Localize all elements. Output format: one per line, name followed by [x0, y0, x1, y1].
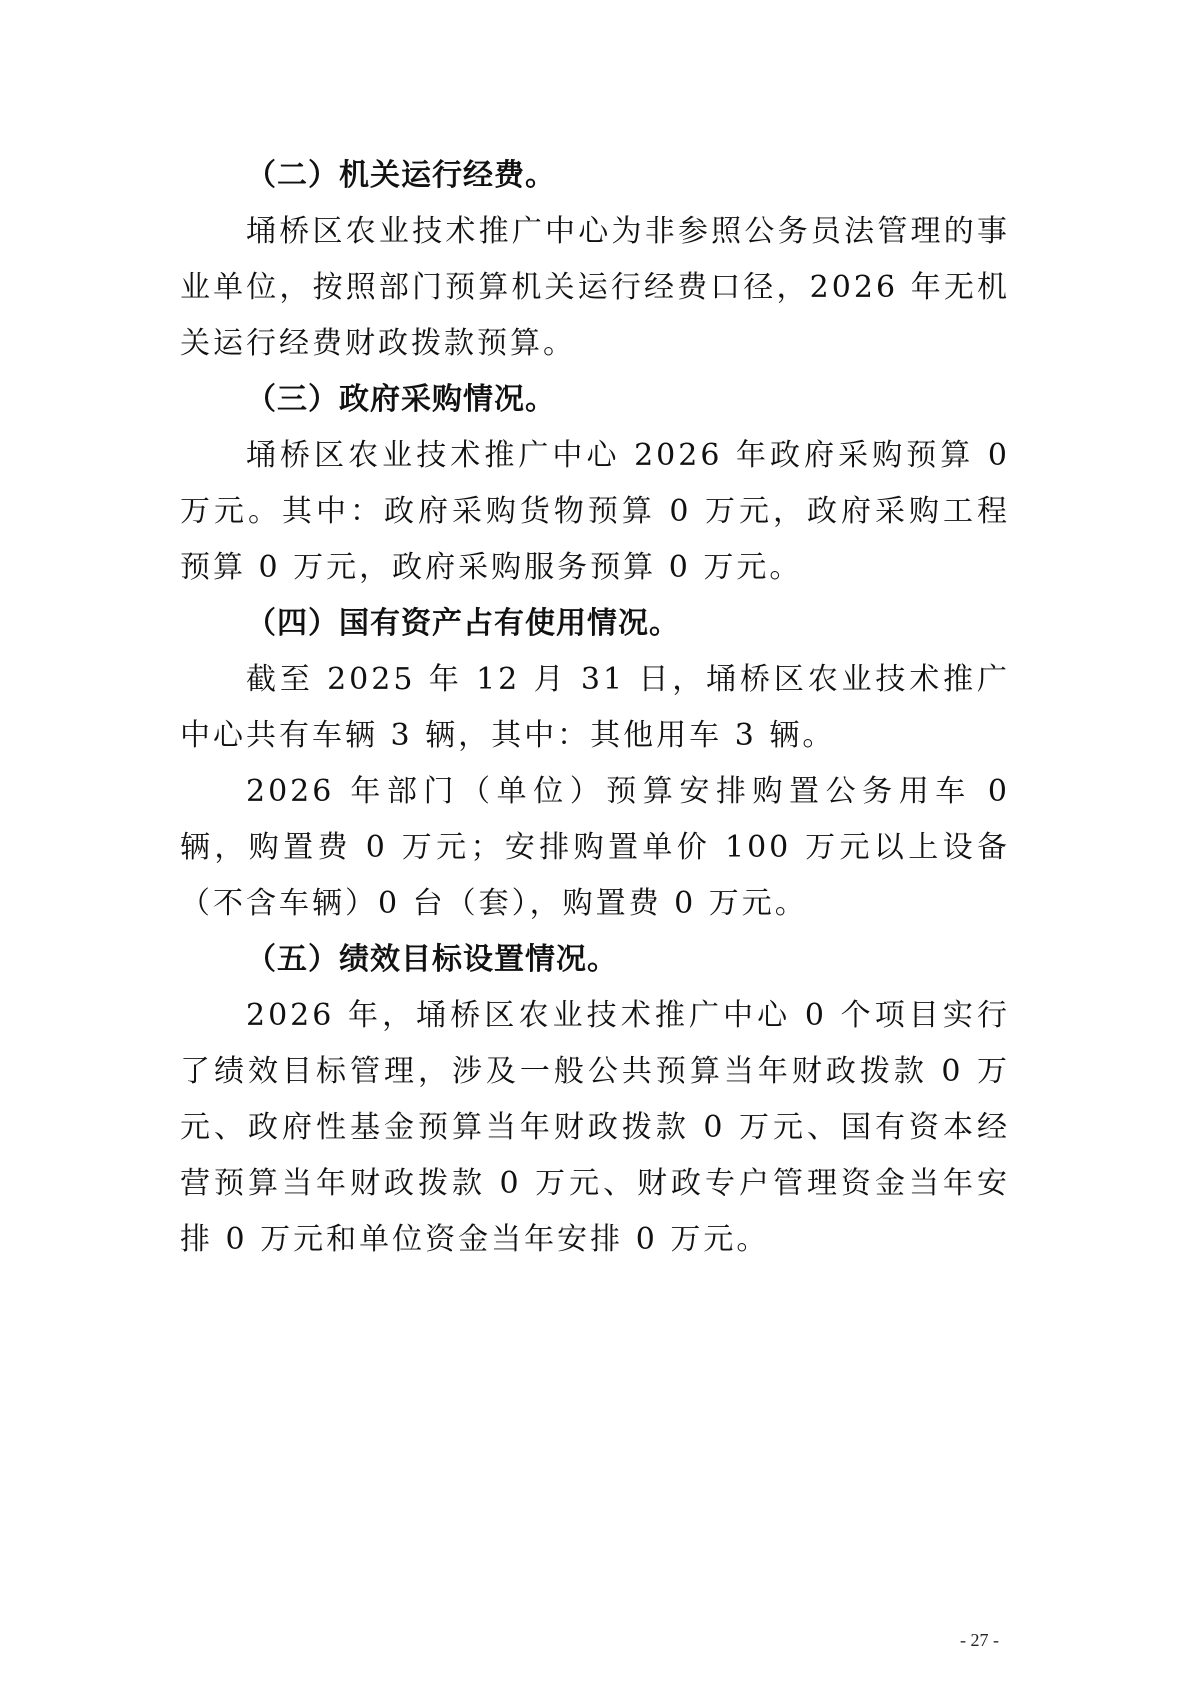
section-heading: （四）国有资产占有使用情况。	[246, 606, 680, 641]
section-government-procurement	[180, 372, 1010, 596]
section-paragraph: 埇桥区农业技术推广中心 2026 年政府采购预算 0 万元。其中：政府采购货物预算 0 万元，政府采购工程预算 0 万元，政府采购服务预算 0 万元。	[180, 438, 1010, 585]
section-state-assets	[180, 596, 1010, 932]
document-body	[180, 148, 1010, 1268]
section-heading: （三）政府采购情况。	[246, 382, 556, 417]
section-operating-expenses	[180, 148, 1010, 372]
section-heading: （二）机关运行经费。	[246, 158, 556, 193]
section-paragraph: 2026 年，埇桥区农业技术推广中心 0 个项目实行了绩效目标管理，涉及一般公共预算当年财政拨款 0 万元、政府性基金预算当年财政拨款 0 万元、国有资本经营预算当年财政拨款 0 万元、财政专户管理资金当年安排 0 万元和单位资金当年安排 0 万元。	[180, 998, 1010, 1257]
page-number: - 27 -	[960, 1630, 999, 1650]
section-paragraph: 截至 2025 年 12 月 31 日，埇桥区农业技术推广中心共有车辆 3 辆，其中：其他用车 3 辆。	[180, 662, 1010, 753]
section-heading: （五）绩效目标设置情况。	[246, 942, 618, 977]
section-paragraph: 埇桥区农业技术推广中心为非参照公务员法管理的事业单位，按照部门预算机关运行经费口径，2026 年无机关运行经费财政拨款预算。	[180, 214, 1010, 361]
section-performance-targets	[180, 932, 1010, 1268]
section-paragraph: 2026 年部门（单位）预算安排购置公务用车 0 辆，购置费 0 万元；安排购置单价 100 万元以上设备（不含车辆）0 台（套），购置费 0 万元。	[180, 774, 1010, 921]
